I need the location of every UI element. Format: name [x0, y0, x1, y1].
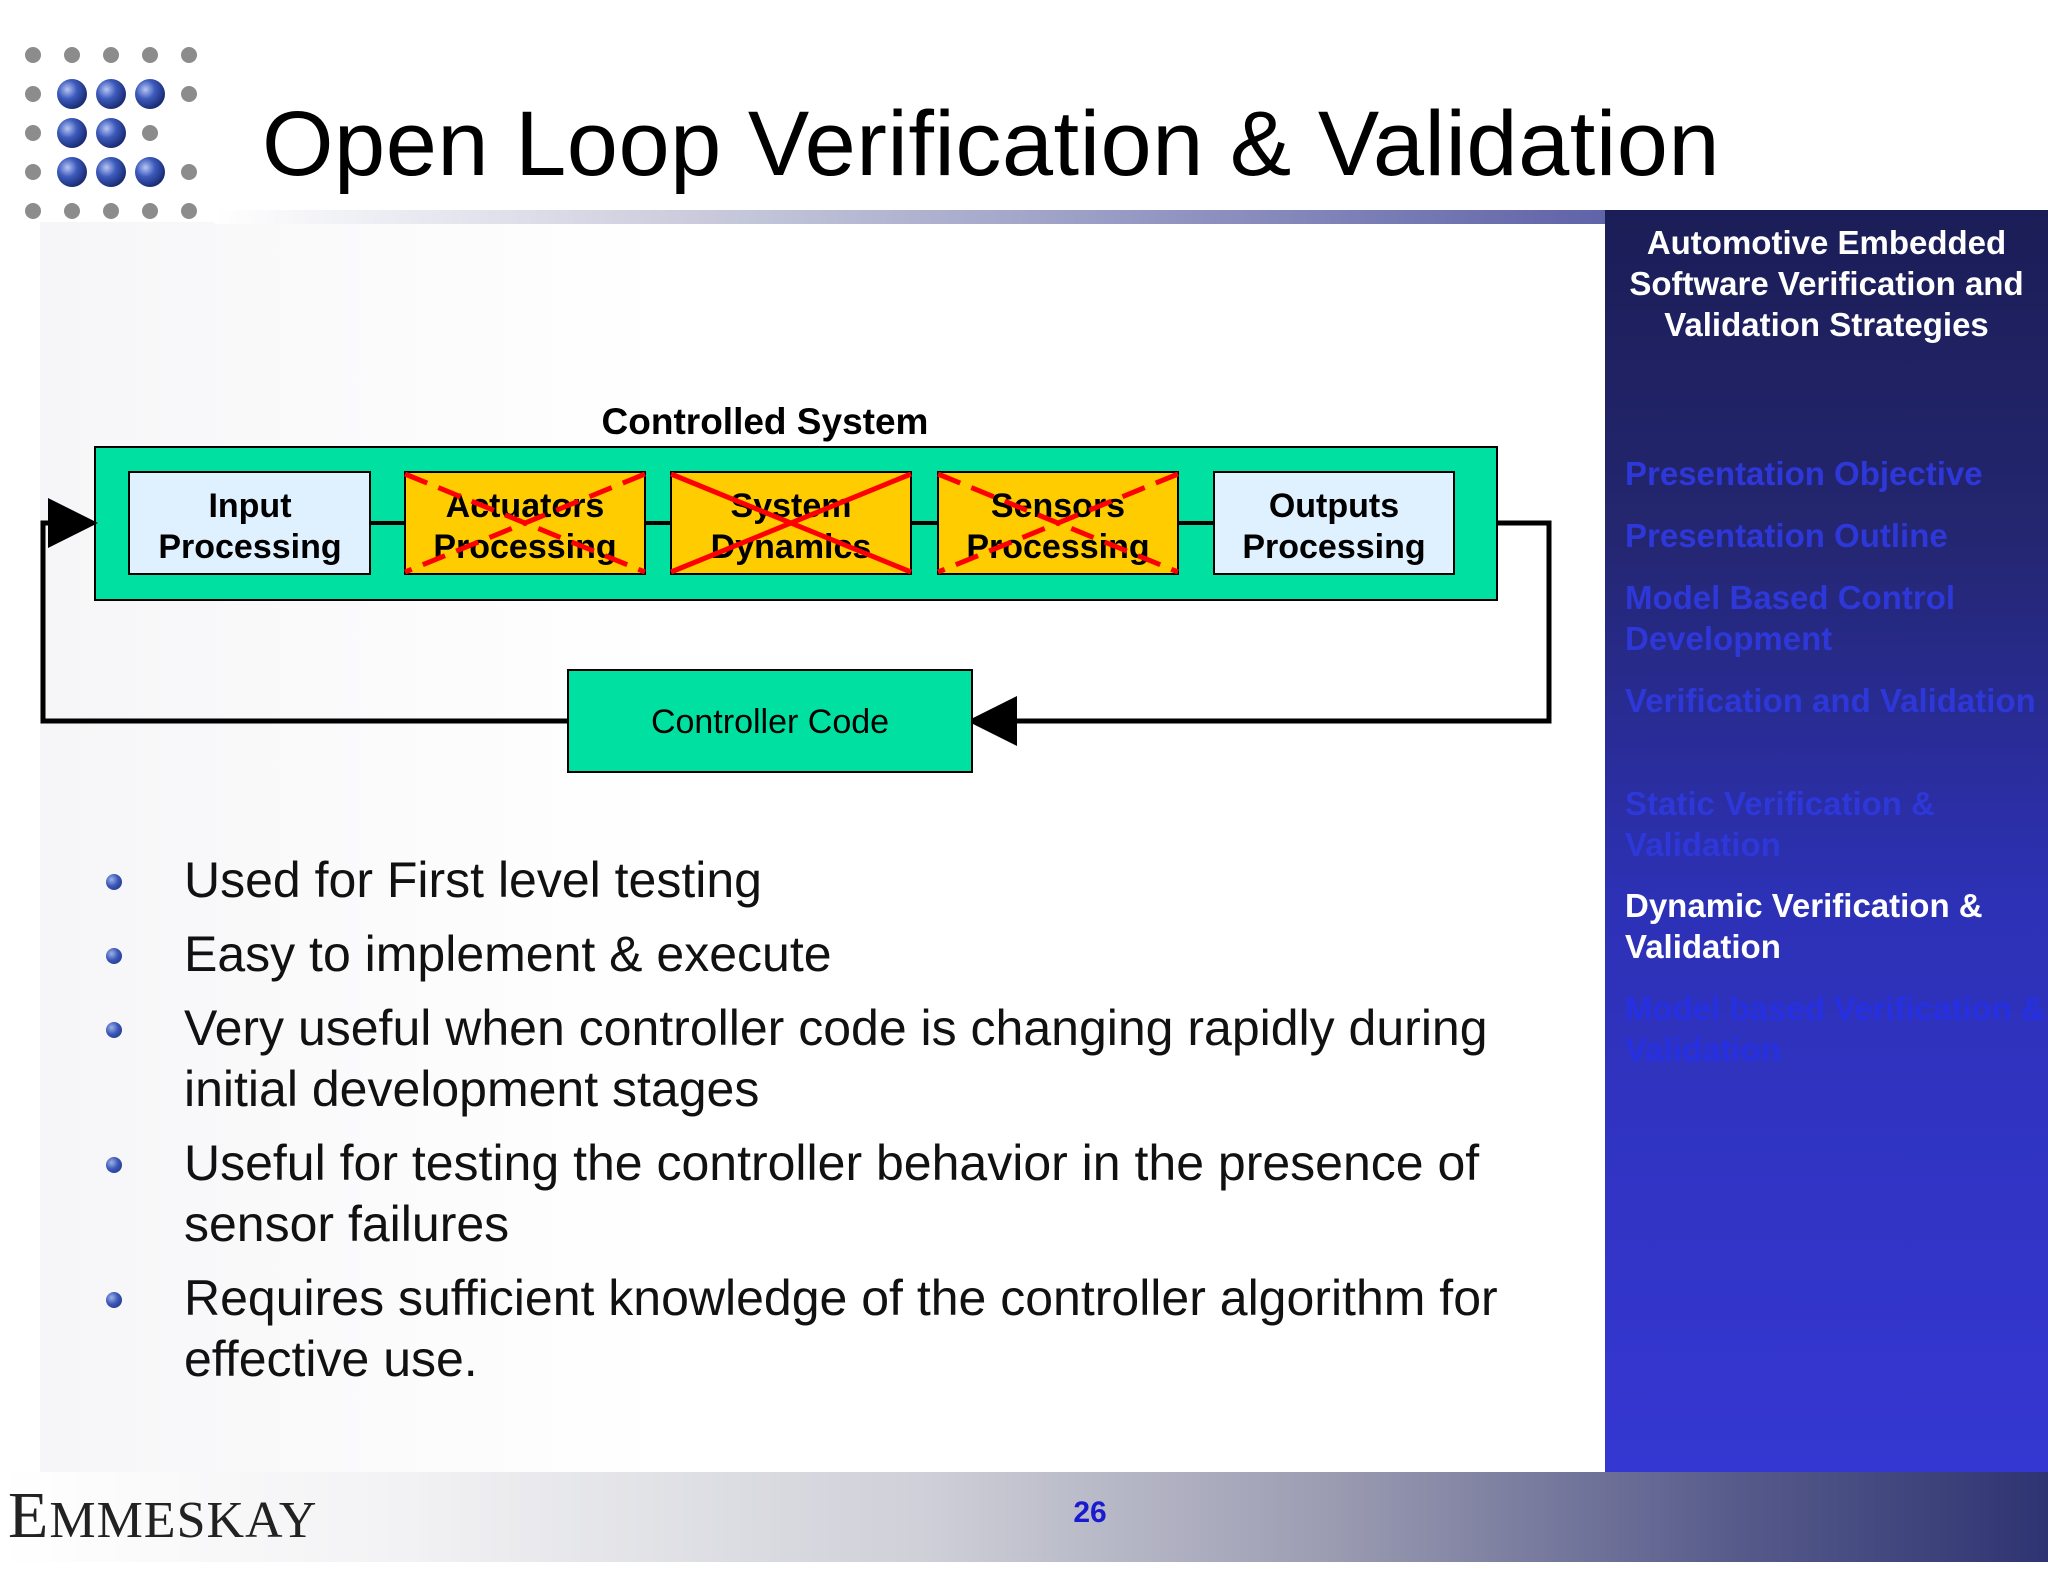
bullet-text: Very useful when controller code is changing rapidly during initial development stages: [184, 1000, 1488, 1117]
bullet-item: [100, 850, 1580, 911]
nav-item-model-based-vv[interactable]: Model based Verification & Validation: [1625, 990, 2045, 1068]
nav-item-verification-validation[interactable]: Verification and Validation: [1625, 682, 2036, 719]
system-dynamics-block: [671, 472, 911, 574]
bullet-icon: [106, 948, 122, 964]
bullet-item: [100, 998, 1580, 1120]
bullet-item: [100, 924, 1580, 985]
sensors-processing-block: [938, 472, 1178, 574]
input-processing-block: [129, 472, 370, 574]
block-label: Input: [208, 487, 292, 525]
brand-logo: [8, 1478, 317, 1554]
bullet-text: Used for First level testing: [184, 852, 762, 908]
bullet-icon: [106, 874, 122, 890]
block-label: Outputs: [1268, 487, 1400, 525]
controller-code-block: [568, 670, 972, 772]
bullet-text: Easy to implement & execute: [184, 926, 832, 982]
block-label: Processing: [966, 528, 1150, 566]
controlled-system-label: Controlled System: [601, 401, 929, 442]
block-label: Processing: [433, 528, 617, 566]
block-label: Dynamics: [710, 528, 872, 566]
outputs-processing-block: [1214, 472, 1454, 574]
bullet-text: Requires sufficient knowledge of the controller algorithm for effective use.: [184, 1270, 1498, 1387]
brand-rest: MMESKAY: [49, 1492, 318, 1549]
block-label: Actuators: [445, 487, 605, 525]
sidebar: [1605, 210, 2048, 1472]
block-label: System: [730, 487, 852, 525]
nav-item-presentation-outline[interactable]: Presentation Outline: [1625, 517, 1948, 554]
nav-item-static-vv[interactable]: Static Verification & Validation: [1625, 785, 1935, 863]
slide-title: Open Loop Verification & Validation: [262, 93, 1721, 195]
nav-item-model-based-control[interactable]: Model Based Control Development: [1625, 579, 1956, 657]
block-label: Sensors: [990, 487, 1126, 525]
brand-initial: E: [8, 1479, 50, 1552]
bullet-item: [100, 1268, 1580, 1390]
block-label: Processing: [158, 528, 342, 566]
bullet-text: Useful for testing the controller behavior in the presence of sensor failures: [184, 1135, 1480, 1252]
bullet-icon: [106, 1022, 122, 1038]
sidebar-heading: Automotive Embedded Software Verification and Validation Strategies: [1629, 224, 2024, 343]
controller-code-label: Controller Code: [650, 703, 890, 741]
bullet-item: [100, 1133, 1580, 1255]
nav-item-presentation-objective[interactable]: Presentation Objective: [1625, 455, 1983, 492]
page-number: 26: [1073, 1496, 1107, 1529]
bullet-list: [100, 850, 1580, 1403]
block-label: Processing: [1242, 528, 1426, 566]
nav-item-dynamic-vv[interactable]: Dynamic Verification & Validation: [1625, 887, 1983, 965]
actuators-processing-block: [405, 472, 645, 574]
open-loop-diagram: [0, 0, 1605, 820]
bullet-icon: [106, 1157, 122, 1173]
bullet-icon: [106, 1292, 122, 1308]
